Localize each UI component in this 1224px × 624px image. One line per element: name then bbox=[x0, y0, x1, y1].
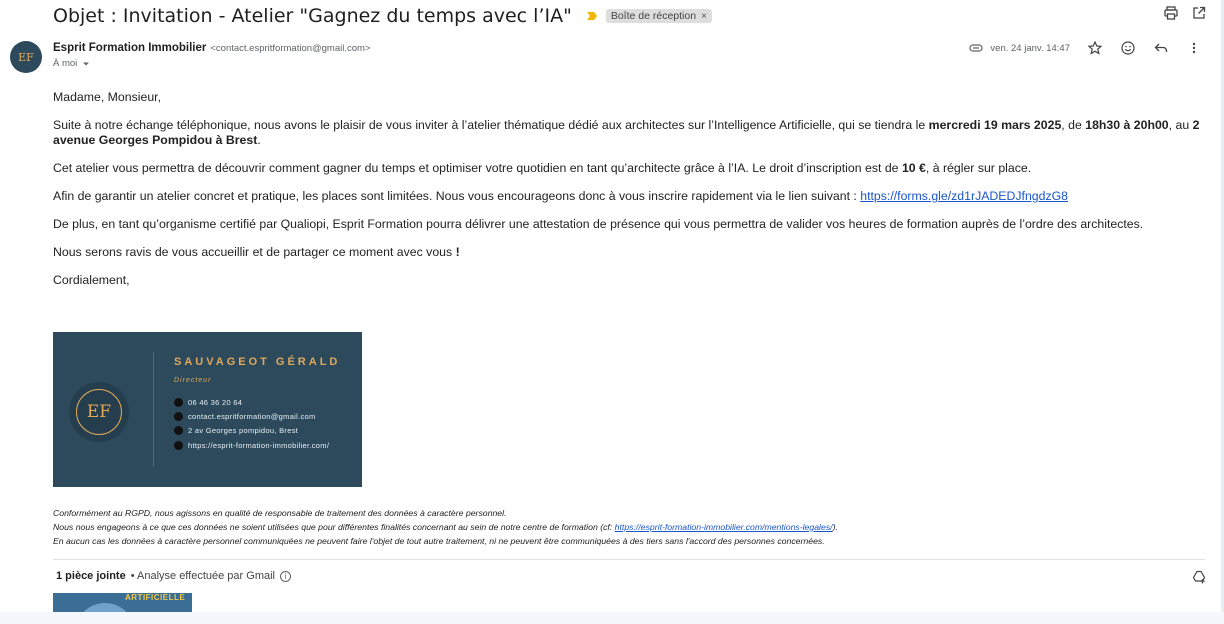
globe-icon bbox=[174, 441, 183, 450]
avatar-initials: EF bbox=[18, 50, 34, 64]
importance-marker-icon[interactable] bbox=[586, 10, 598, 22]
event-date: mercredi 19 mars 2025 bbox=[928, 118, 1062, 132]
signature-email-text: contact.espritformation@gmail.com bbox=[188, 412, 316, 421]
text-span: , à régler sur place. bbox=[925, 161, 1032, 175]
paragraph-welcome bbox=[53, 245, 1213, 260]
remove-label-icon[interactable]: × bbox=[701, 10, 707, 22]
legal-line-2 bbox=[53, 520, 838, 534]
signature-website-text: https://esprit-formation-immobilier.com/ bbox=[188, 441, 330, 450]
phone-icon bbox=[174, 398, 183, 407]
text-span: . bbox=[257, 133, 261, 147]
print-icon[interactable] bbox=[1164, 6, 1178, 20]
signature-phone-text: 06 46 36 20 64 bbox=[188, 398, 243, 407]
signature-logo bbox=[69, 382, 129, 442]
sender-name[interactable]: Esprit Formation Immobilier bbox=[53, 42, 207, 54]
mail-icon bbox=[174, 412, 183, 421]
reply-icon[interactable] bbox=[1153, 40, 1169, 56]
event-place: 2 avenue Georges Pompidou à Brest bbox=[53, 118, 1200, 147]
text-span: Afin de garantir un atelier concret et pratique, les places sont limitées. Nous vous encourageons donc à vous inscrire rapidement via le lien suivant : bbox=[53, 189, 861, 203]
paragraph-price bbox=[53, 161, 1213, 176]
location-icon bbox=[174, 426, 183, 435]
add-to-drive-icon[interactable] bbox=[1192, 570, 1206, 584]
paragraph-invitation bbox=[53, 118, 1213, 148]
thumbnail-text: ARTIFICIELLE bbox=[125, 593, 186, 602]
message-actions bbox=[969, 40, 1202, 56]
signature-phone bbox=[174, 398, 242, 407]
logo-text: EF bbox=[86, 402, 112, 422]
event-price: 10 € bbox=[901, 161, 926, 175]
legal-line-1: Conformément au RGPD, nous agissons en qualité de responsable de traitement des données à caractère personnel. bbox=[53, 508, 507, 518]
text-span: , au bbox=[1168, 118, 1193, 132]
closing: Cordialement, bbox=[53, 273, 130, 287]
top-actions bbox=[1164, 6, 1206, 20]
attachments-separator bbox=[53, 559, 1205, 560]
recipient-label: À moi bbox=[53, 58, 78, 69]
info-icon[interactable]: i bbox=[280, 571, 291, 582]
text-span: Nous nous engageons à ce que ces données ne soient utilisées que pour différentes finalités concernant au sein de notre centre de formation (cf: bbox=[53, 522, 615, 532]
event-time: 18h30 à 20h00 bbox=[1085, 118, 1169, 132]
signature-address-text: 2 av Georges pompidou, Brest bbox=[188, 426, 299, 435]
text-span: ). bbox=[832, 522, 838, 532]
text-span: Cet atelier vous permettra de découvrir comment gagner du temps et optimiser votre quotidien en tant qu’architecte grâce à l’IA. Le droit d’inscription est de bbox=[53, 161, 902, 175]
inbox-label-chip[interactable] bbox=[606, 9, 712, 23]
more-vert-icon[interactable] bbox=[1186, 40, 1202, 56]
text-span: , de bbox=[1061, 118, 1086, 132]
email-subject: Objet : Invitation - Atelier "Gagnez du temps avec l’IA" bbox=[53, 5, 572, 27]
attachments-count: 1 pièce jointe bbox=[56, 570, 126, 582]
text-span: Nous serons ravis de vous accueillir et de partager ce moment avec vous bbox=[53, 245, 456, 259]
sender-email: <contact.espritformation@gmail.com> bbox=[210, 43, 371, 54]
chevron-down-icon[interactable] bbox=[82, 60, 90, 68]
open-new-window-icon[interactable] bbox=[1192, 6, 1206, 20]
legal-line-3: En aucun cas les données à caractère personnel communiquées ne peuvent faire l'objet de tout autre traitement, ni ne peuvent être communiquées à des tiers sans l'accord des personnes concernées. bbox=[53, 536, 825, 546]
signature-card bbox=[53, 332, 362, 487]
signature-role: Directeur bbox=[174, 377, 212, 384]
subject-row bbox=[53, 4, 712, 28]
signature-email bbox=[174, 412, 316, 421]
paragraph-qualiopi: De plus, en tant qu’organisme certifié par Qualiopi, Esprit Formation pourra délivrer une attestation de présence qui vous permettra de valider vos heures de formation auprès de l’ordre des architectes. bbox=[53, 217, 1144, 231]
message-date: ven. 24 janv. 14:47 bbox=[990, 42, 1070, 54]
email-body bbox=[53, 90, 1213, 301]
bottom-strip bbox=[0, 612, 1224, 624]
text-span: Suite à notre échange téléphonique, nous avons le plaisir de vous inviter à l’atelier thématique dédié aux architectes sur l’Intelligence Artificielle, qui se tiendra le bbox=[53, 118, 929, 132]
scan-status: • Analyse effectuée par Gmail bbox=[130, 570, 275, 582]
signature-address bbox=[174, 426, 298, 435]
greeting: Madame, Monsieur, bbox=[53, 90, 161, 104]
sender-line bbox=[53, 42, 371, 54]
star-icon[interactable] bbox=[1087, 40, 1103, 56]
recipient-line[interactable] bbox=[53, 58, 90, 69]
signature-website bbox=[174, 441, 329, 450]
signature-divider bbox=[153, 352, 154, 467]
exclamation: ! bbox=[455, 245, 460, 259]
attachment-icon bbox=[969, 41, 983, 55]
signature-name: SAUVAGEOT GÉRALD bbox=[174, 356, 341, 368]
legal-link[interactable]: https://esprit-formation-immobilier.com/mentions-legales/ bbox=[614, 522, 833, 532]
paragraph-registration bbox=[53, 189, 1213, 204]
inbox-label-text: Boîte de réception bbox=[610, 10, 697, 22]
logo-ring bbox=[76, 389, 122, 435]
registration-link[interactable]: https://forms.gle/zd1rJADEDJfngdzG8 bbox=[860, 189, 1069, 203]
attachments-header bbox=[56, 570, 291, 582]
emoji-icon[interactable] bbox=[1120, 40, 1136, 56]
rgpd-notice bbox=[53, 506, 838, 548]
sender-avatar[interactable] bbox=[10, 41, 42, 73]
